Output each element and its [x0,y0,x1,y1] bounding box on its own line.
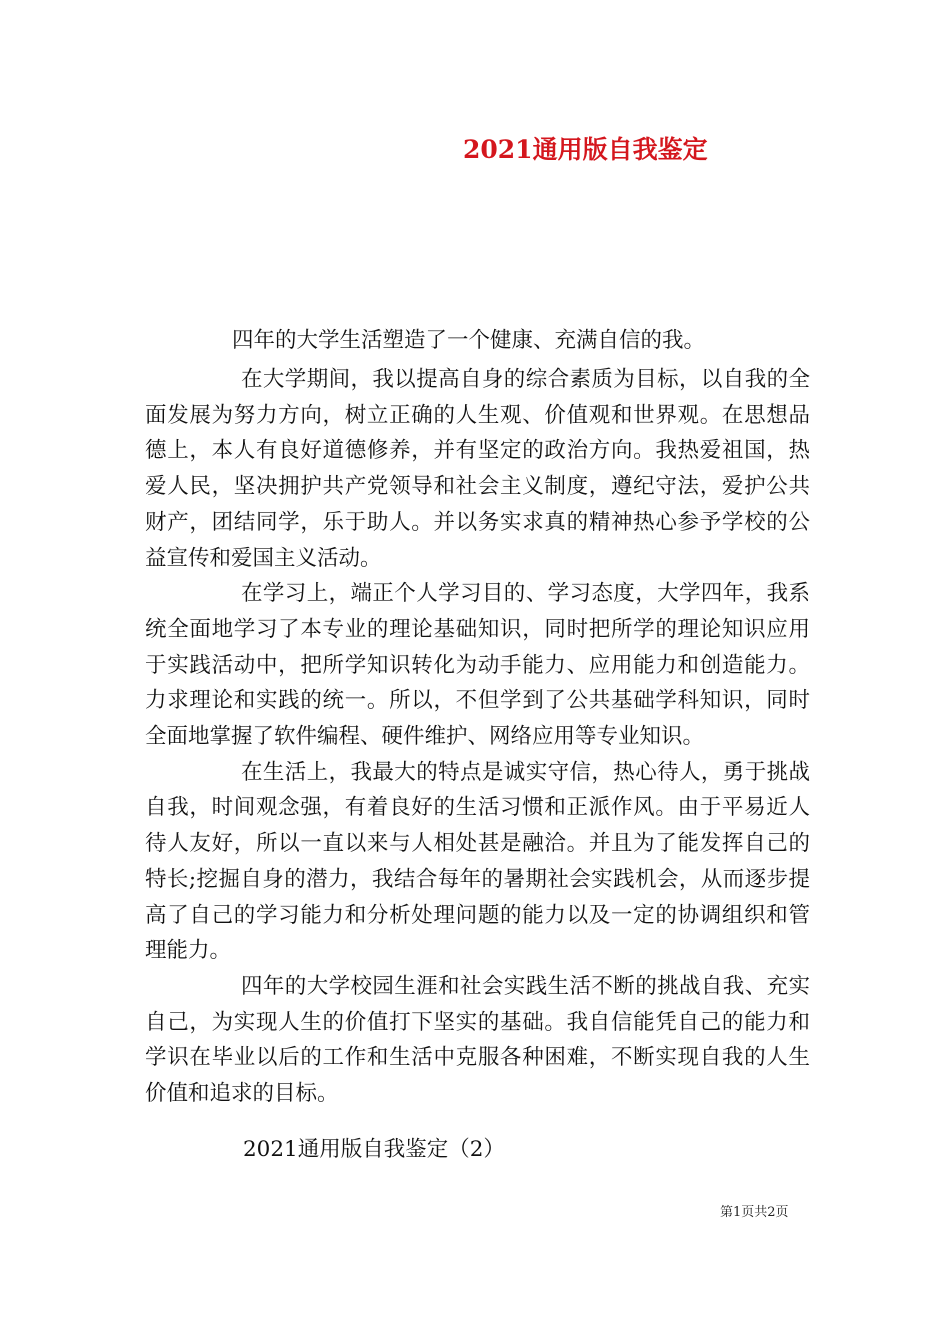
paragraph-conclusion: 四年的大学校园生涯和社会实践生活不断的挑战自我、充实自己，为实现人生的价值打下坚实的基础。我自信能凭自己的能力和学识在毕业以后的工作和生活中克服各种困难，不断实现自我的人生价值和追求的目标。 [145,973,810,1107]
paragraph-learning: 在学习上，端正个人学习目的、学习态度，大学四年，我系统全面地学习了本专业的理论基础知识，同时把所学的理论知识应用于实践活动中，把所学知识转化为动手能力、应用能力和创造能力。力求理论和实践的统一。所以，不但学到了公共基础学科知识，同时全面地掌握了软件编程、硬件维护、网络应用等专业知识。 [145,581,810,750]
document-body [145,362,810,1112]
document-title: 2021通用版自我鉴定 [463,135,708,164]
page-number: 第1页共2页 [720,1205,789,1220]
intro-line: 四年的大学生活塑造了一个健康、充满自信的我。 [232,328,706,353]
paragraph-study-period: 在大学期间，我以提高自身的综合素质为目标，以自我的全面发展为努力方向，树立正确的人生观、价值观和世界观。在思想品德上，本人有良好道德修养，并有坚定的政治方向。我热爱祖国，热爱人民，坚决拥护共产党领导和社会主义制度，遵纪守法，爱护公共财产，团结同学，乐于助人。并以务实求真的精神热心参予学校的公益宣传和爱国主义活动。 [145,367,810,571]
section-heading: 2021通用版自我鉴定（2） [243,1137,505,1162]
paragraph-life: 在生活上，我最大的特点是诚实守信，热心待人，勇于挑战自我，时间观念强，有着良好的生活习惯和正派作风。由于平易近人待人友好，所以一直以来与人相处甚是融洽。并且为了能发挥自己的特长;挖掘自身的潜力，我结合每年的暑期社会实践机会，从而逐步提高了自己的学习能力和分析处理问题的能力以及一定的协调组织和管理能力。 [145,759,810,964]
